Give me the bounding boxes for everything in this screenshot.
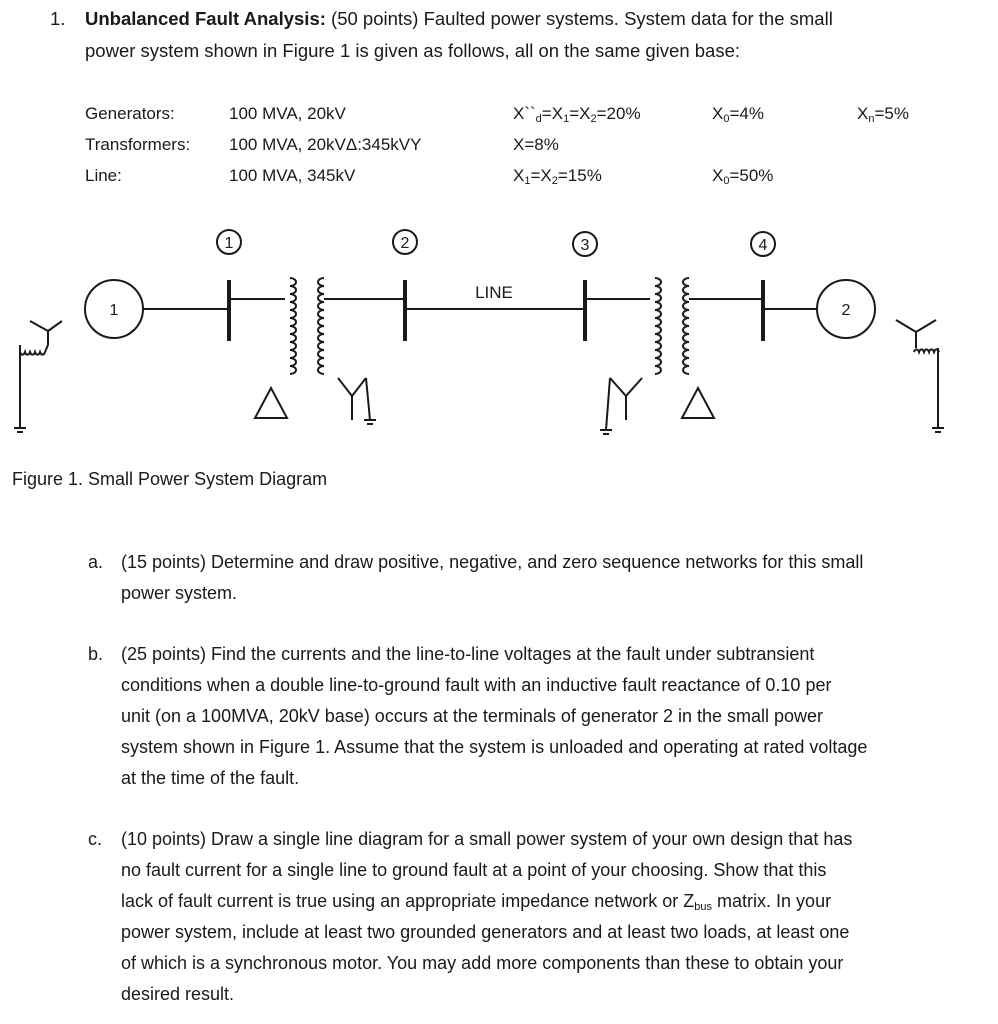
bus-1-label: 1 [224,235,234,252]
question-points: (50 points) [331,8,419,29]
t1-wye-symbol [338,378,366,420]
part-b-line: system shown in Figure 1. Assume that the system is unloaded and operating at rated voltage [121,737,868,757]
transformers-rating: 100 MVA, 20kVΔ:345kVY [229,135,422,154]
part-b-letter: b. [88,644,104,664]
part-a-text [121,547,863,609]
generator-2-label: 2 [841,302,851,319]
part-c-line: desired result. [121,984,235,1004]
part-a-letter: a. [88,552,104,572]
t1-delta-symbol [255,388,287,418]
transformers-label: Transformers: [85,135,191,154]
generators-label: Generators: [85,104,175,123]
t2-delta-symbol [682,388,714,418]
gen2-wye-symbol [896,320,936,348]
generators-x12: $X``_d=X_1=X_2=20\%$ [513,104,641,125]
generators-x0: $X_0=4\%$ [712,104,764,125]
line-x12: $X_1=X_2=15\%$ [513,166,602,187]
t1-primary-coil [290,278,296,374]
line-label-text: LINE [475,283,513,302]
line-rating: 100 MVA, 345kV [229,166,356,185]
gen2-neutral-reactor [914,349,939,352]
part-b-line: conditions when a double line-to-ground fault with an inductive fault reactance of 0.10 per [121,675,832,695]
part-c-line: power system, include at least two grounded generators and at least two loads, at least one [121,922,850,942]
generators-rating: 100 MVA, 20kV [229,104,346,123]
bus-3-label: 3 [580,237,590,254]
question-intro-line1 [85,8,833,30]
part-c-line: of which is a synchronous motor. You may add more components than these to obtain your [121,953,844,973]
question-intro-a: Faulted power systems. System data for the small [423,8,833,29]
part-c-line: lack of fault current is true using an appropriate impedance network or $Z_{bus}$ matrix. In your [121,891,832,913]
line-label: Line: [85,166,122,185]
part-b-line: (25 points) Find the currents and the line-to-line voltages at the fault under subtransient [121,644,815,664]
question-number: 1. [50,8,66,29]
question-title: Unbalanced Fault Analysis: [85,8,326,29]
part-a-line: power system. [121,583,238,603]
question-intro-line2: power system shown in Figure 1 is given as follows, all on the same given base: [85,40,741,61]
part-c-letter: c. [88,829,103,849]
part-b-line: unit (on a 100MVA, 20kV base) occurs at the terminals of generator 2 in the small power [121,706,824,726]
one-line-diagram [0,220,998,460]
figure-caption: Figure 1. Small Power System Diagram [12,469,328,489]
t2-primary-coil [655,278,661,374]
t2-wye-symbol [610,378,642,420]
transformers-x: X=8% [513,135,559,154]
line-x0: $X_0=50\%$ [712,166,774,187]
gen1-neutral-reactor [20,352,45,355]
generator-1-label: 1 [109,302,119,319]
gen1-wye-symbol [30,321,62,345]
bus-2-label: 2 [400,235,410,252]
part-c-line: no fault current for a single line to ground fault at a point of your choosing. Show that this [121,860,827,880]
part-a-line: (15 points) Determine and draw positive, negative, and zero sequence networks for this small [121,552,864,572]
part-b-line: at the time of the fault. [121,768,300,788]
t2-secondary-coil [683,278,689,374]
part-c-line: (10 points) Draw a single line diagram for a small power system of your own design that has [121,829,853,849]
part-c-text [121,824,852,1010]
bus-4-label: 4 [758,237,768,254]
generators-xn: $X_n=5\%$ [857,104,909,125]
t2-wye-ground-lead [606,378,610,430]
t1-secondary-coil [318,278,324,374]
t1-wye-ground-lead [366,378,370,420]
part-b-text [121,639,867,794]
